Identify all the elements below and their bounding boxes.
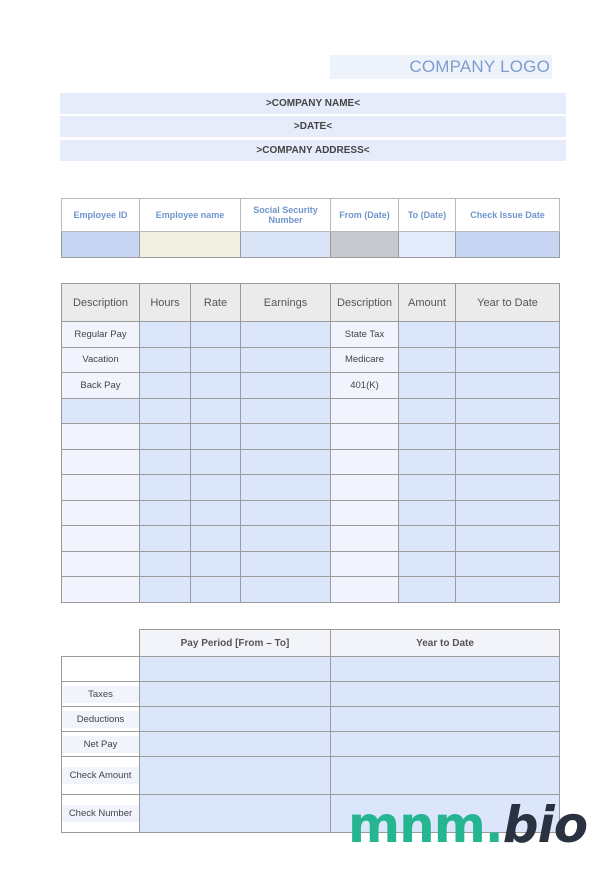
hours-cell[interactable] [140, 347, 191, 373]
summary-ytd-cell[interactable] [331, 707, 560, 732]
summary-label-text: Deductions [62, 711, 139, 728]
check-issue-date-cell[interactable] [456, 232, 560, 258]
table-row [62, 682, 560, 707]
amount-cell[interactable] [399, 577, 456, 603]
deduction-description-cell[interactable] [331, 475, 399, 501]
employee-name-cell[interactable] [140, 232, 241, 258]
pay-period-cell[interactable] [140, 732, 331, 757]
company-name: >COMPANY NAME< [60, 93, 566, 114]
earning-description-cell[interactable] [62, 449, 140, 475]
summary-label-text: Check Number [62, 805, 139, 822]
summary-corner [62, 630, 140, 657]
date-field: >DATE< [60, 116, 566, 137]
hours-cell[interactable] [140, 526, 191, 552]
from-date-header: From (Date) [331, 199, 399, 232]
summary-ytd-cell[interactable] [331, 732, 560, 757]
deduction-description-cell[interactable]: State Tax [331, 322, 399, 348]
amount-header: Amount [399, 284, 456, 322]
earnings-cell[interactable] [241, 500, 331, 526]
amount-cell[interactable] [399, 551, 456, 577]
pay-period-cell[interactable] [140, 757, 331, 795]
table-row [62, 449, 560, 475]
earnings-cell[interactable] [241, 449, 331, 475]
hours-cell[interactable] [140, 424, 191, 450]
ytd-cell[interactable] [456, 551, 560, 577]
table-row [62, 732, 560, 757]
earnings-cell[interactable] [241, 424, 331, 450]
hours-cell[interactable] [140, 373, 191, 399]
table-row [62, 707, 560, 732]
earning-description-cell[interactable] [62, 526, 140, 552]
hours-cell[interactable] [140, 322, 191, 348]
ytd-cell[interactable] [456, 500, 560, 526]
rate-cell[interactable] [191, 398, 241, 424]
hours-cell[interactable] [140, 449, 191, 475]
table-row [62, 398, 560, 424]
earning-description-cell[interactable]: Vacation [62, 347, 140, 373]
summary-label-text: Taxes [62, 686, 139, 703]
table-row [62, 347, 560, 373]
earning-description-cell[interactable] [62, 424, 140, 450]
ytd-cell[interactable] [456, 424, 560, 450]
summary-label [62, 682, 140, 707]
summary-ytd-header: Year to Date [331, 630, 560, 657]
amount-cell[interactable] [399, 373, 456, 399]
ytd-cell[interactable] [456, 322, 560, 348]
ytd-cell[interactable] [456, 373, 560, 399]
employee-info-table [61, 198, 560, 258]
earning-description-cell[interactable] [62, 475, 140, 501]
table-row [62, 757, 560, 795]
earning-description-cell[interactable]: Back Pay [62, 373, 140, 399]
check-issue-date-header: Check Issue Date [456, 199, 560, 232]
summary-ytd-cell[interactable] [331, 657, 560, 682]
earnings-cell[interactable] [241, 577, 331, 603]
earning-description-cell[interactable] [62, 398, 140, 424]
table-row [62, 475, 560, 501]
rate-cell[interactable] [191, 347, 241, 373]
rate-cell[interactable] [191, 424, 241, 450]
ytd-cell[interactable] [456, 526, 560, 552]
rate-cell[interactable] [191, 449, 241, 475]
summary-label-text: Net Pay [62, 736, 139, 753]
deduction-description-cell[interactable]: Medicare [331, 347, 399, 373]
summary-label [62, 757, 140, 795]
earnings-cell[interactable] [241, 475, 331, 501]
earn-description-header: Description [62, 284, 140, 322]
earnings-cell[interactable] [241, 398, 331, 424]
hours-cell[interactable] [140, 398, 191, 424]
hours-header: Hours [140, 284, 191, 322]
year-to-date-header: Year to Date [456, 284, 560, 322]
deduction-description-header: Description [331, 284, 399, 322]
summary-ytd-cell[interactable] [331, 757, 560, 795]
rate-cell[interactable] [191, 551, 241, 577]
hours-cell[interactable] [140, 500, 191, 526]
hours-cell[interactable] [140, 475, 191, 501]
rate-cell[interactable] [191, 475, 241, 501]
amount-cell[interactable] [399, 526, 456, 552]
deduction-description-cell[interactable] [331, 398, 399, 424]
summary-label [62, 707, 140, 732]
earning-description-cell[interactable] [62, 577, 140, 603]
table-row [62, 657, 560, 682]
employee-name-header: Employee name [140, 199, 241, 232]
amount-cell[interactable] [399, 475, 456, 501]
pay-period-cell[interactable] [140, 682, 331, 707]
summary-label [62, 657, 140, 682]
rate-header: Rate [191, 284, 241, 322]
ytd-cell[interactable] [456, 347, 560, 373]
deduction-description-cell[interactable] [331, 526, 399, 552]
deduction-description-cell[interactable] [331, 449, 399, 475]
ytd-cell[interactable] [456, 449, 560, 475]
from-date-cell[interactable] [331, 232, 399, 258]
pay-period-cell[interactable] [140, 795, 331, 833]
table-row [62, 526, 560, 552]
table-row [62, 322, 560, 348]
table-row [62, 551, 560, 577]
ytd-cell[interactable] [456, 398, 560, 424]
pay-period-cell[interactable] [140, 707, 331, 732]
employee-id-header: Employee ID [62, 199, 140, 232]
amount-cell[interactable] [399, 449, 456, 475]
hours-cell[interactable] [140, 551, 191, 577]
earnings-header: Earnings [241, 284, 331, 322]
table-row [62, 577, 560, 603]
summary-label [62, 795, 140, 833]
deduction-description-cell[interactable] [331, 577, 399, 603]
to-date-header: To (Date) [399, 199, 456, 232]
watermark [348, 796, 587, 854]
hours-cell[interactable] [140, 577, 191, 603]
table-row [62, 373, 560, 399]
earnings-cell[interactable] [241, 347, 331, 373]
ytd-cell[interactable] [456, 475, 560, 501]
rate-cell[interactable] [191, 500, 241, 526]
rate-cell[interactable] [191, 373, 241, 399]
earnings-cell[interactable] [241, 551, 331, 577]
earnings-cell[interactable] [241, 373, 331, 399]
earning-description-cell[interactable] [62, 551, 140, 577]
summary-label-text: Check Amount [62, 767, 139, 784]
table-row [62, 500, 560, 526]
earning-description-cell[interactable]: Regular Pay [62, 322, 140, 348]
pay-period-cell[interactable] [140, 657, 331, 682]
earnings-cell[interactable] [241, 322, 331, 348]
watermark-part1: mnm. [348, 796, 503, 854]
summary-ytd-cell[interactable] [331, 682, 560, 707]
deduction-description-cell[interactable]: 401(K) [331, 373, 399, 399]
employee-id-cell[interactable] [62, 232, 140, 258]
rate-cell[interactable] [191, 526, 241, 552]
ssn-cell[interactable] [241, 232, 331, 258]
earnings-deductions-table [61, 283, 560, 603]
company-address: >COMPANY ADDRESS< [60, 140, 566, 161]
amount-cell[interactable] [399, 347, 456, 373]
ssn-header: Social Security Number [241, 199, 331, 232]
to-date-cell[interactable] [399, 232, 456, 258]
company-logo: COMPANY LOGO [330, 55, 552, 79]
rate-cell[interactable] [191, 322, 241, 348]
rate-cell[interactable] [191, 577, 241, 603]
deduction-description-cell[interactable] [331, 424, 399, 450]
deduction-description-cell[interactable] [331, 551, 399, 577]
earning-description-cell[interactable] [62, 500, 140, 526]
amount-cell[interactable] [399, 322, 456, 348]
earnings-cell[interactable] [241, 526, 331, 552]
watermark-part2: bio [502, 796, 588, 854]
table-row [62, 424, 560, 450]
summary-label [62, 732, 140, 757]
amount-cell[interactable] [399, 424, 456, 450]
pay-period-header: Pay Period [From – To] [140, 630, 331, 657]
amount-cell[interactable] [399, 500, 456, 526]
deduction-description-cell[interactable] [331, 500, 399, 526]
ytd-cell[interactable] [456, 577, 560, 603]
amount-cell[interactable] [399, 398, 456, 424]
